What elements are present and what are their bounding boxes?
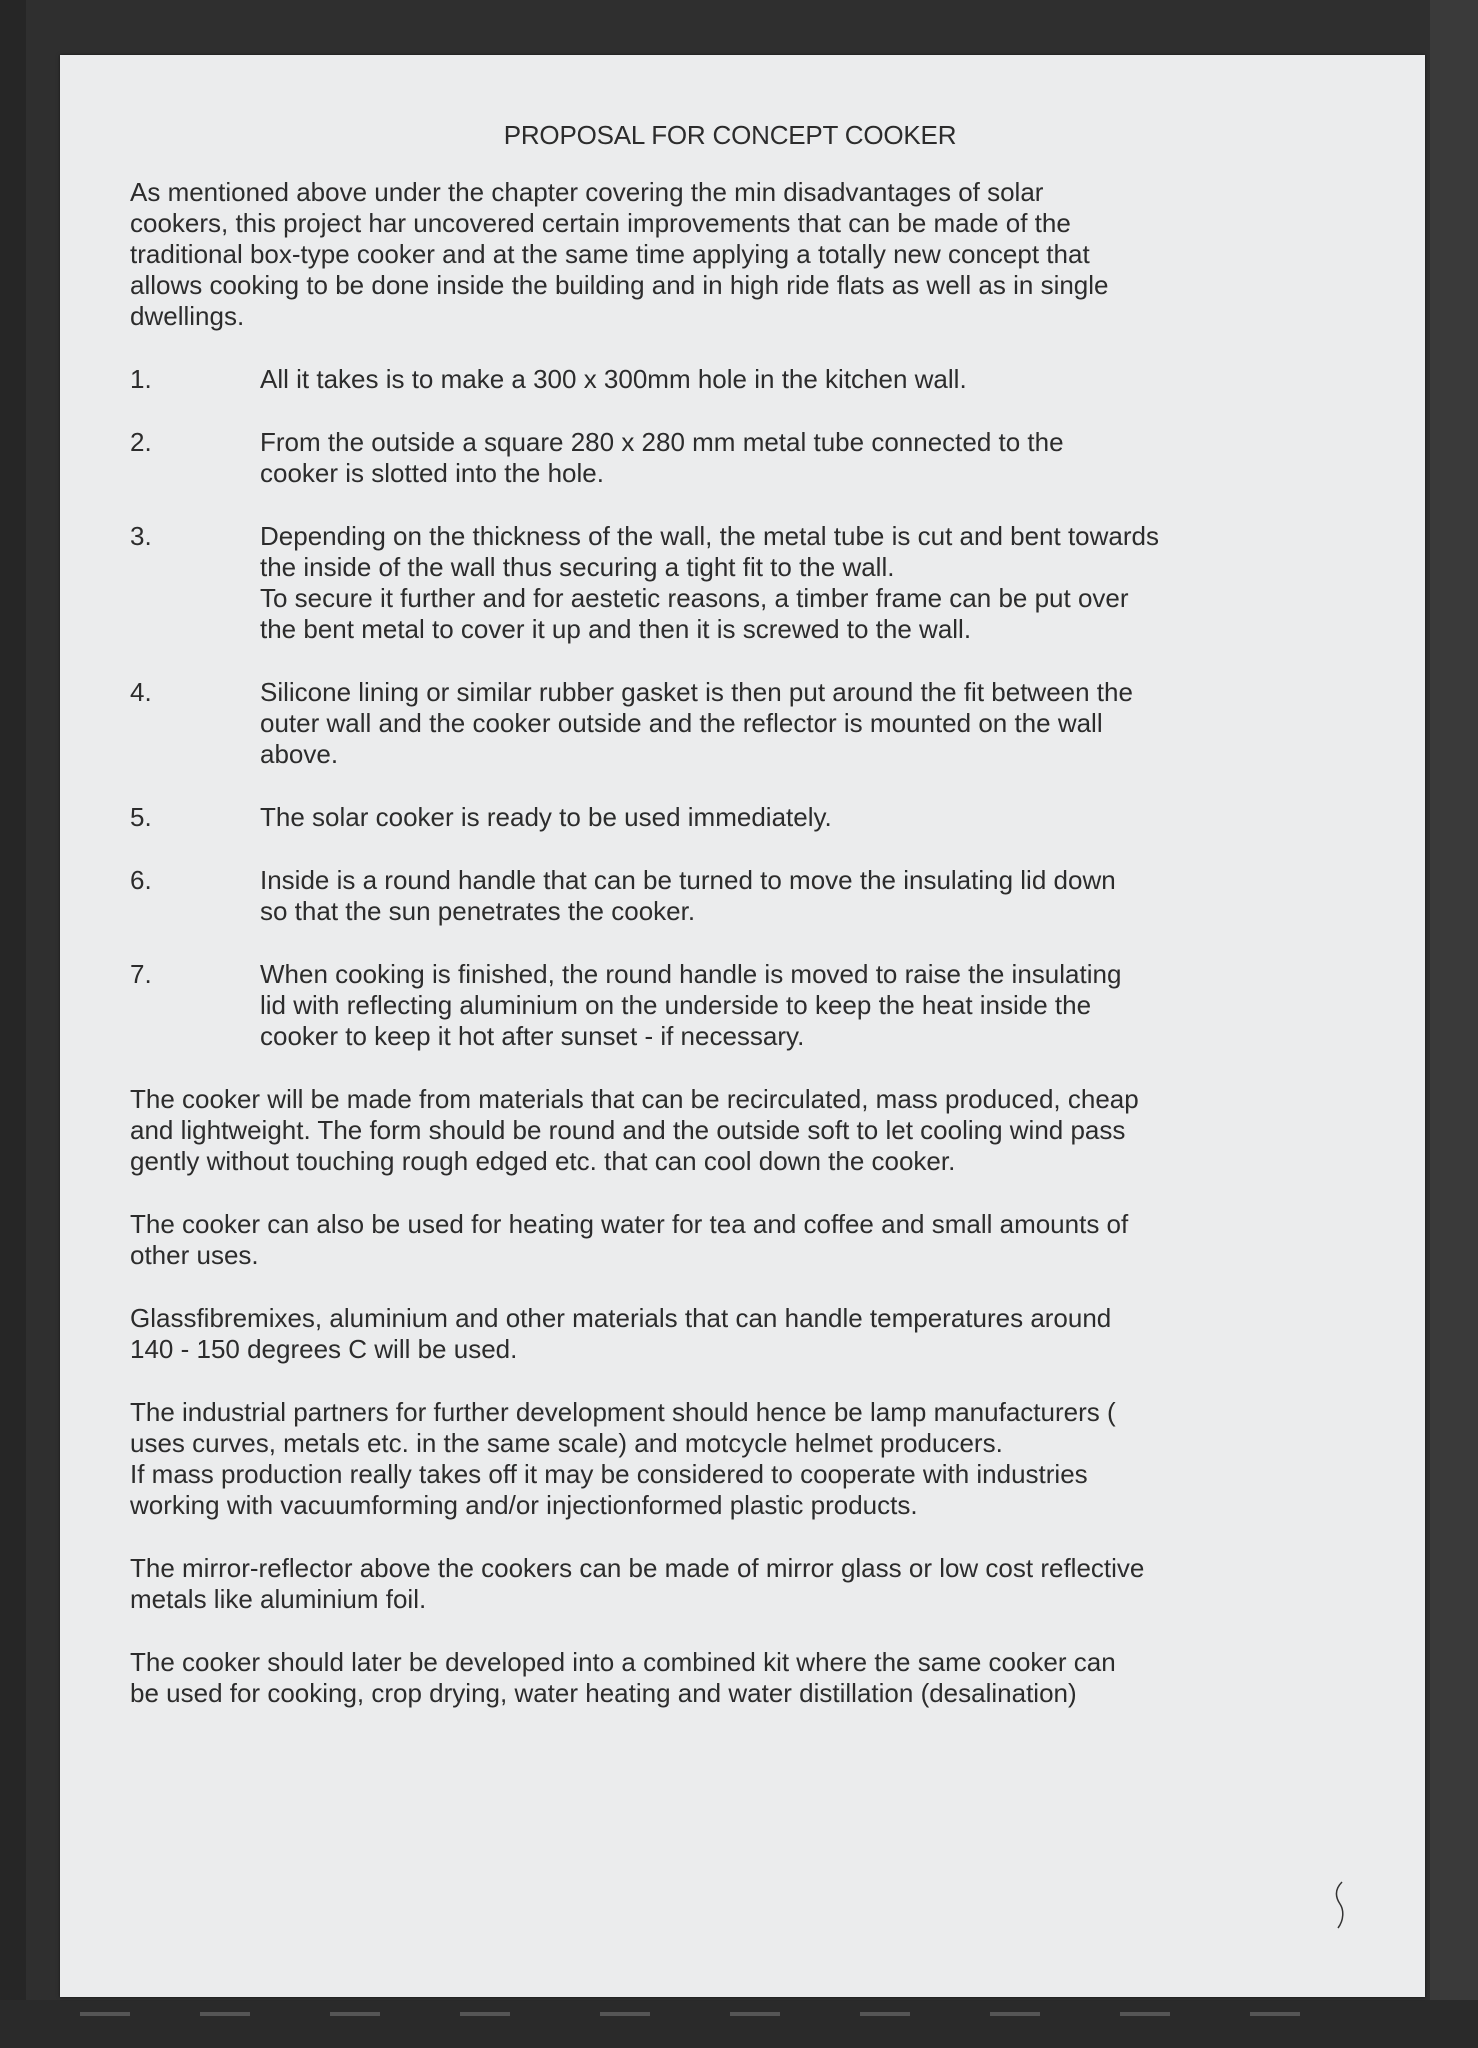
list-item-6: [130, 865, 1300, 927]
body-paragraph: [130, 1553, 1300, 1615]
intro-line: cookers, this project har uncovered certain improvements that can be made of the: [130, 208, 1071, 238]
list-item-7: [130, 959, 1300, 1052]
list-line: The solar cooker is ready to be used immediately.: [260, 802, 832, 832]
list-line: When cooking is finished, the round handle is moved to raise the insulating: [260, 959, 1122, 989]
handwritten-mark: [1330, 1880, 1350, 1930]
paragraph-line: uses curves, metals etc. in the same scale) and motcycle helmet producers.: [130, 1428, 1003, 1458]
paragraph-line: be used for cooking, crop drying, water heating and water distillation (desalination): [130, 1678, 1077, 1708]
binder-tick: [80, 2012, 130, 2016]
list-line: above.: [260, 739, 339, 769]
body-paragraph: [130, 1209, 1300, 1271]
list-number: 5.: [130, 802, 152, 832]
paragraph-line: The industrial partners for further development should hence be lamp manufacturers (: [130, 1397, 1116, 1427]
binder-tick: [600, 2012, 650, 2016]
list-item-5: [130, 802, 1300, 833]
list-item-text: [260, 364, 1300, 395]
list-item-4: [130, 677, 1300, 770]
list-number: 6.: [130, 865, 152, 895]
intro-line: As mentioned above under the chapter covering the min disadvantages of solar: [130, 177, 1044, 207]
paragraph-line: Glassfibremixes, aluminium and other materials that can handle temperatures around: [130, 1303, 1112, 1333]
list-line: so that the sun penetrates the cooker.: [260, 896, 696, 926]
list-line: From the outside a square 280 x 280 mm metal tube connected to the: [260, 427, 1064, 457]
binder-tick: [460, 2012, 510, 2016]
paragraph-line: If mass production really takes off it may be considered to cooperate with industries: [130, 1459, 1088, 1489]
paragraph-line: metals like aluminium foil.: [130, 1584, 427, 1614]
paragraph-line: The mirror-reflector above the cookers can be made of mirror glass or low cost reflective: [130, 1553, 1145, 1583]
intro-line: dwellings.: [130, 301, 245, 331]
list-number: 2.: [130, 427, 152, 457]
paragraph-line: and lightweight. The form should be round and the outside soft to let cooling wind pass: [130, 1115, 1126, 1145]
body-paragraph: [130, 1397, 1300, 1521]
list-item-text: [260, 427, 1300, 489]
list-item-3: [130, 521, 1300, 645]
intro-line: allows cooking to be done inside the building and in high ride flats as well as in single: [130, 270, 1109, 300]
list-line: the bent metal to cover it up and then it is screwed to the wall.: [260, 614, 972, 644]
paragraph-line: The cooker should later be developed into a combined kit where the same cooker can: [130, 1647, 1116, 1677]
list-line: All it takes is to make a 300 x 300mm hole in the kitchen wall.: [260, 364, 967, 394]
binder-tick: [730, 2012, 780, 2016]
binder-bottom-edge: [0, 2000, 1478, 2048]
paragraph-line: The cooker will be made from materials that can be recirculated, mass produced, cheap: [130, 1084, 1139, 1114]
body-paragraph: [130, 1084, 1300, 1177]
binder-tick: [990, 2012, 1040, 2016]
list-line: Silicone lining or similar rubber gasket is then put around the fit between the: [260, 677, 1133, 707]
binder-tick: [860, 2012, 910, 2016]
binder-tick: [1120, 2012, 1170, 2016]
document-title: PROPOSAL FOR CONCEPT COOKER: [503, 120, 957, 150]
document-content: [130, 120, 1300, 1741]
paragraph-line: The cooker can also be used for heating water for tea and coffee and small amounts of: [130, 1209, 1129, 1239]
list-line: Depending on the thickness of the wall, the metal tube is cut and bent towards: [260, 521, 1159, 551]
list-item-text: [260, 521, 1300, 645]
list-line: the inside of the wall thus securing a tight fit to the wall.: [260, 552, 895, 582]
binder-left-edge: [0, 0, 26, 2048]
binder-tick: [200, 2012, 250, 2016]
binder-right-edge: [1430, 0, 1478, 2048]
list-item-text: [260, 802, 1300, 833]
list-number: 1.: [130, 364, 152, 394]
intro-line: traditional box-type cooker and at the same time applying a totally new concept that: [130, 239, 1090, 269]
list-line: cooker is slotted into the hole.: [260, 458, 604, 488]
list-line: cooker to keep it hot after sunset - if necessary.: [260, 1021, 805, 1051]
list-item-text: [260, 959, 1300, 1052]
paragraph-line: gently without touching rough edged etc. that can cool down the cooker.: [130, 1146, 956, 1176]
body-paragraph: [130, 1303, 1300, 1365]
list-line: lid with reflecting aluminium on the underside to keep the heat inside the: [260, 990, 1092, 1020]
list-number: 7.: [130, 959, 152, 989]
list-line: outer wall and the cooker outside and the reflector is mounted on the wall: [260, 708, 1103, 738]
list-number: 3.: [130, 521, 152, 551]
list-item-text: [260, 677, 1300, 770]
binder-tick: [330, 2012, 380, 2016]
list-line: To secure it further and for aestetic reasons, a timber frame can be put over: [260, 583, 1129, 613]
list-item-2: [130, 427, 1300, 489]
list-number: 4.: [130, 677, 152, 707]
paragraph-line: other uses.: [130, 1240, 259, 1270]
paragraph-line: working with vacuumforming and/or injectionformed plastic products.: [130, 1490, 918, 1520]
list-line: Inside is a round handle that can be turned to move the insulating lid down: [260, 865, 1116, 895]
body-paragraph: [130, 1647, 1300, 1709]
list-item-text: [260, 865, 1300, 927]
binder-tick: [1250, 2012, 1300, 2016]
list-item-1: [130, 364, 1300, 395]
paragraph-line: 140 - 150 degrees C will be used.: [130, 1334, 518, 1364]
intro-paragraph: [130, 177, 1300, 332]
